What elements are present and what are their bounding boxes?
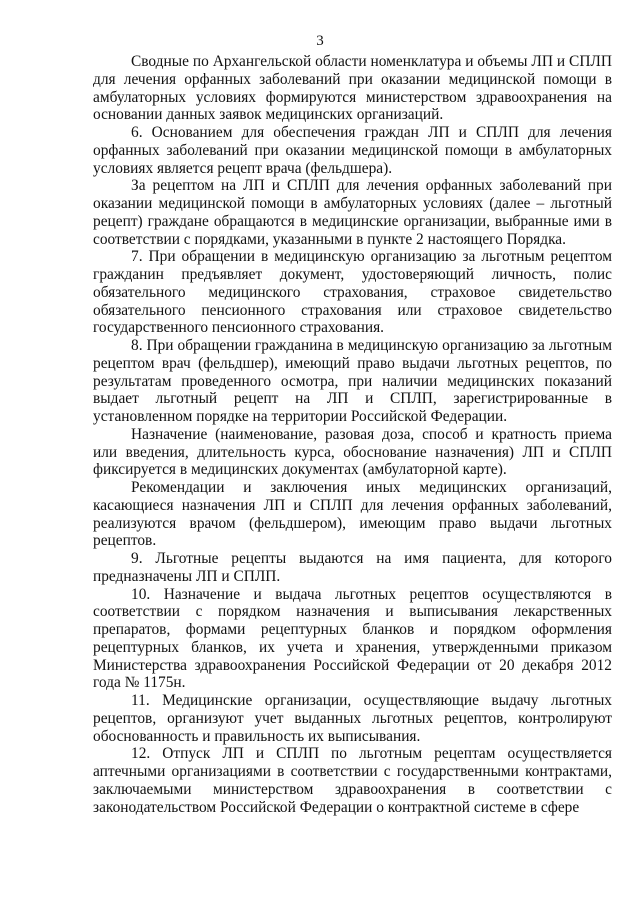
paragraph-item-7: 7. При обращении в медицинскую организацию за льготным рецептом гражданин предъявляет документ, удостоверяющий личность, полис обязательного медицинского страхования, страховое свидетельство обязательного пенсионного страхования или страховое свидетельство государственного пенсионного страхования. [93,248,612,337]
paragraph-prescription-details: Назначение (наименование, разовая доза, способ и кратность приема или введения, длительность курса, обоснование назначения) ЛП и СПЛП фиксируется в медицинских документах (амбулаторной карте). [93,425,612,479]
page-number: 3 [316,33,324,49]
paragraph-item-6: 6. Основанием для обеспечения граждан ЛП и СПЛП для лечения орфанных заболеваний при оказании медицинской помощи в амбулаторных условиях является рецепт врача (фельдшера). [93,124,612,177]
paragraph-recommendations: Рекомендации и заключения иных медицинских организаций, касающиеся назначения ЛП и СПЛП для лечения орфанных заболеваний, реализуются врачом (фельдшером), имеющим право выдачи льготных рецептов. [93,479,612,550]
paragraph-item-12: 12. Отпуск ЛП и СПЛП по льготным рецептам осуществляется аптечными организациями в соответствии с государственными контрактами, заключаемыми министерством здравоохранения в соответствии с законодательством Российской Федерации о контрактной системе в сфере [93,745,612,816]
paragraph-item-8: 8. При обращении гражданина в медицинскую организацию за льготным рецептом врач (фельдшер), имеющий право выдачи льготных рецептов, по результатам проведенного осмотра, при наличии медицинских показаний выдает льготный рецепт на ЛП и СПЛП, зарегистрированные в установленном порядке на территории Российской Федерации. [93,337,612,425]
paragraph-item-10: 10. Назначение и выдача льготных рецептов осуществляются в соответствии с порядком назначения и выписывания лекарственных препаратов, формами рецептурных бланков и порядком оформления рецептурных бланков, их учета и хранения, утвержденными приказом Министерства здравоохранения Российской Федерации от 20 декабря 2012 года № 1175н. [93,585,612,692]
paragraph-item-9: 9. Льготные рецепты выдаются на имя пациента, для которого предназначены ЛП и СПЛП. [93,550,612,585]
paragraph-prescription-request: За рецептом на ЛП и СПЛП для лечения орфанных заболеваний при оказании медицинской помощи в амбулаторных условиях (далее – льготный рецепт) граждане обращаются в медицинские организации, выбранные ими в соответствии с порядками, указанными в пункте 2 настоящего Порядка. [93,177,612,248]
paragraph-item-11: 11. Медицинские организации, осуществляющие выдачу льготных рецептов, организуют учет выданных льготных рецептов, контролируют обоснованность и правильность их выписывания. [93,692,612,745]
document-body [93,53,612,816]
paragraph-summary-formation: Сводные по Архангельской области номенклатура и объемы ЛП и СПЛП для лечения орфанных заболеваний при оказании медицинской помощи в амбулаторных условиях формируются министерством здравоохранения на основании данных заявок медицинских организаций. [93,53,612,124]
